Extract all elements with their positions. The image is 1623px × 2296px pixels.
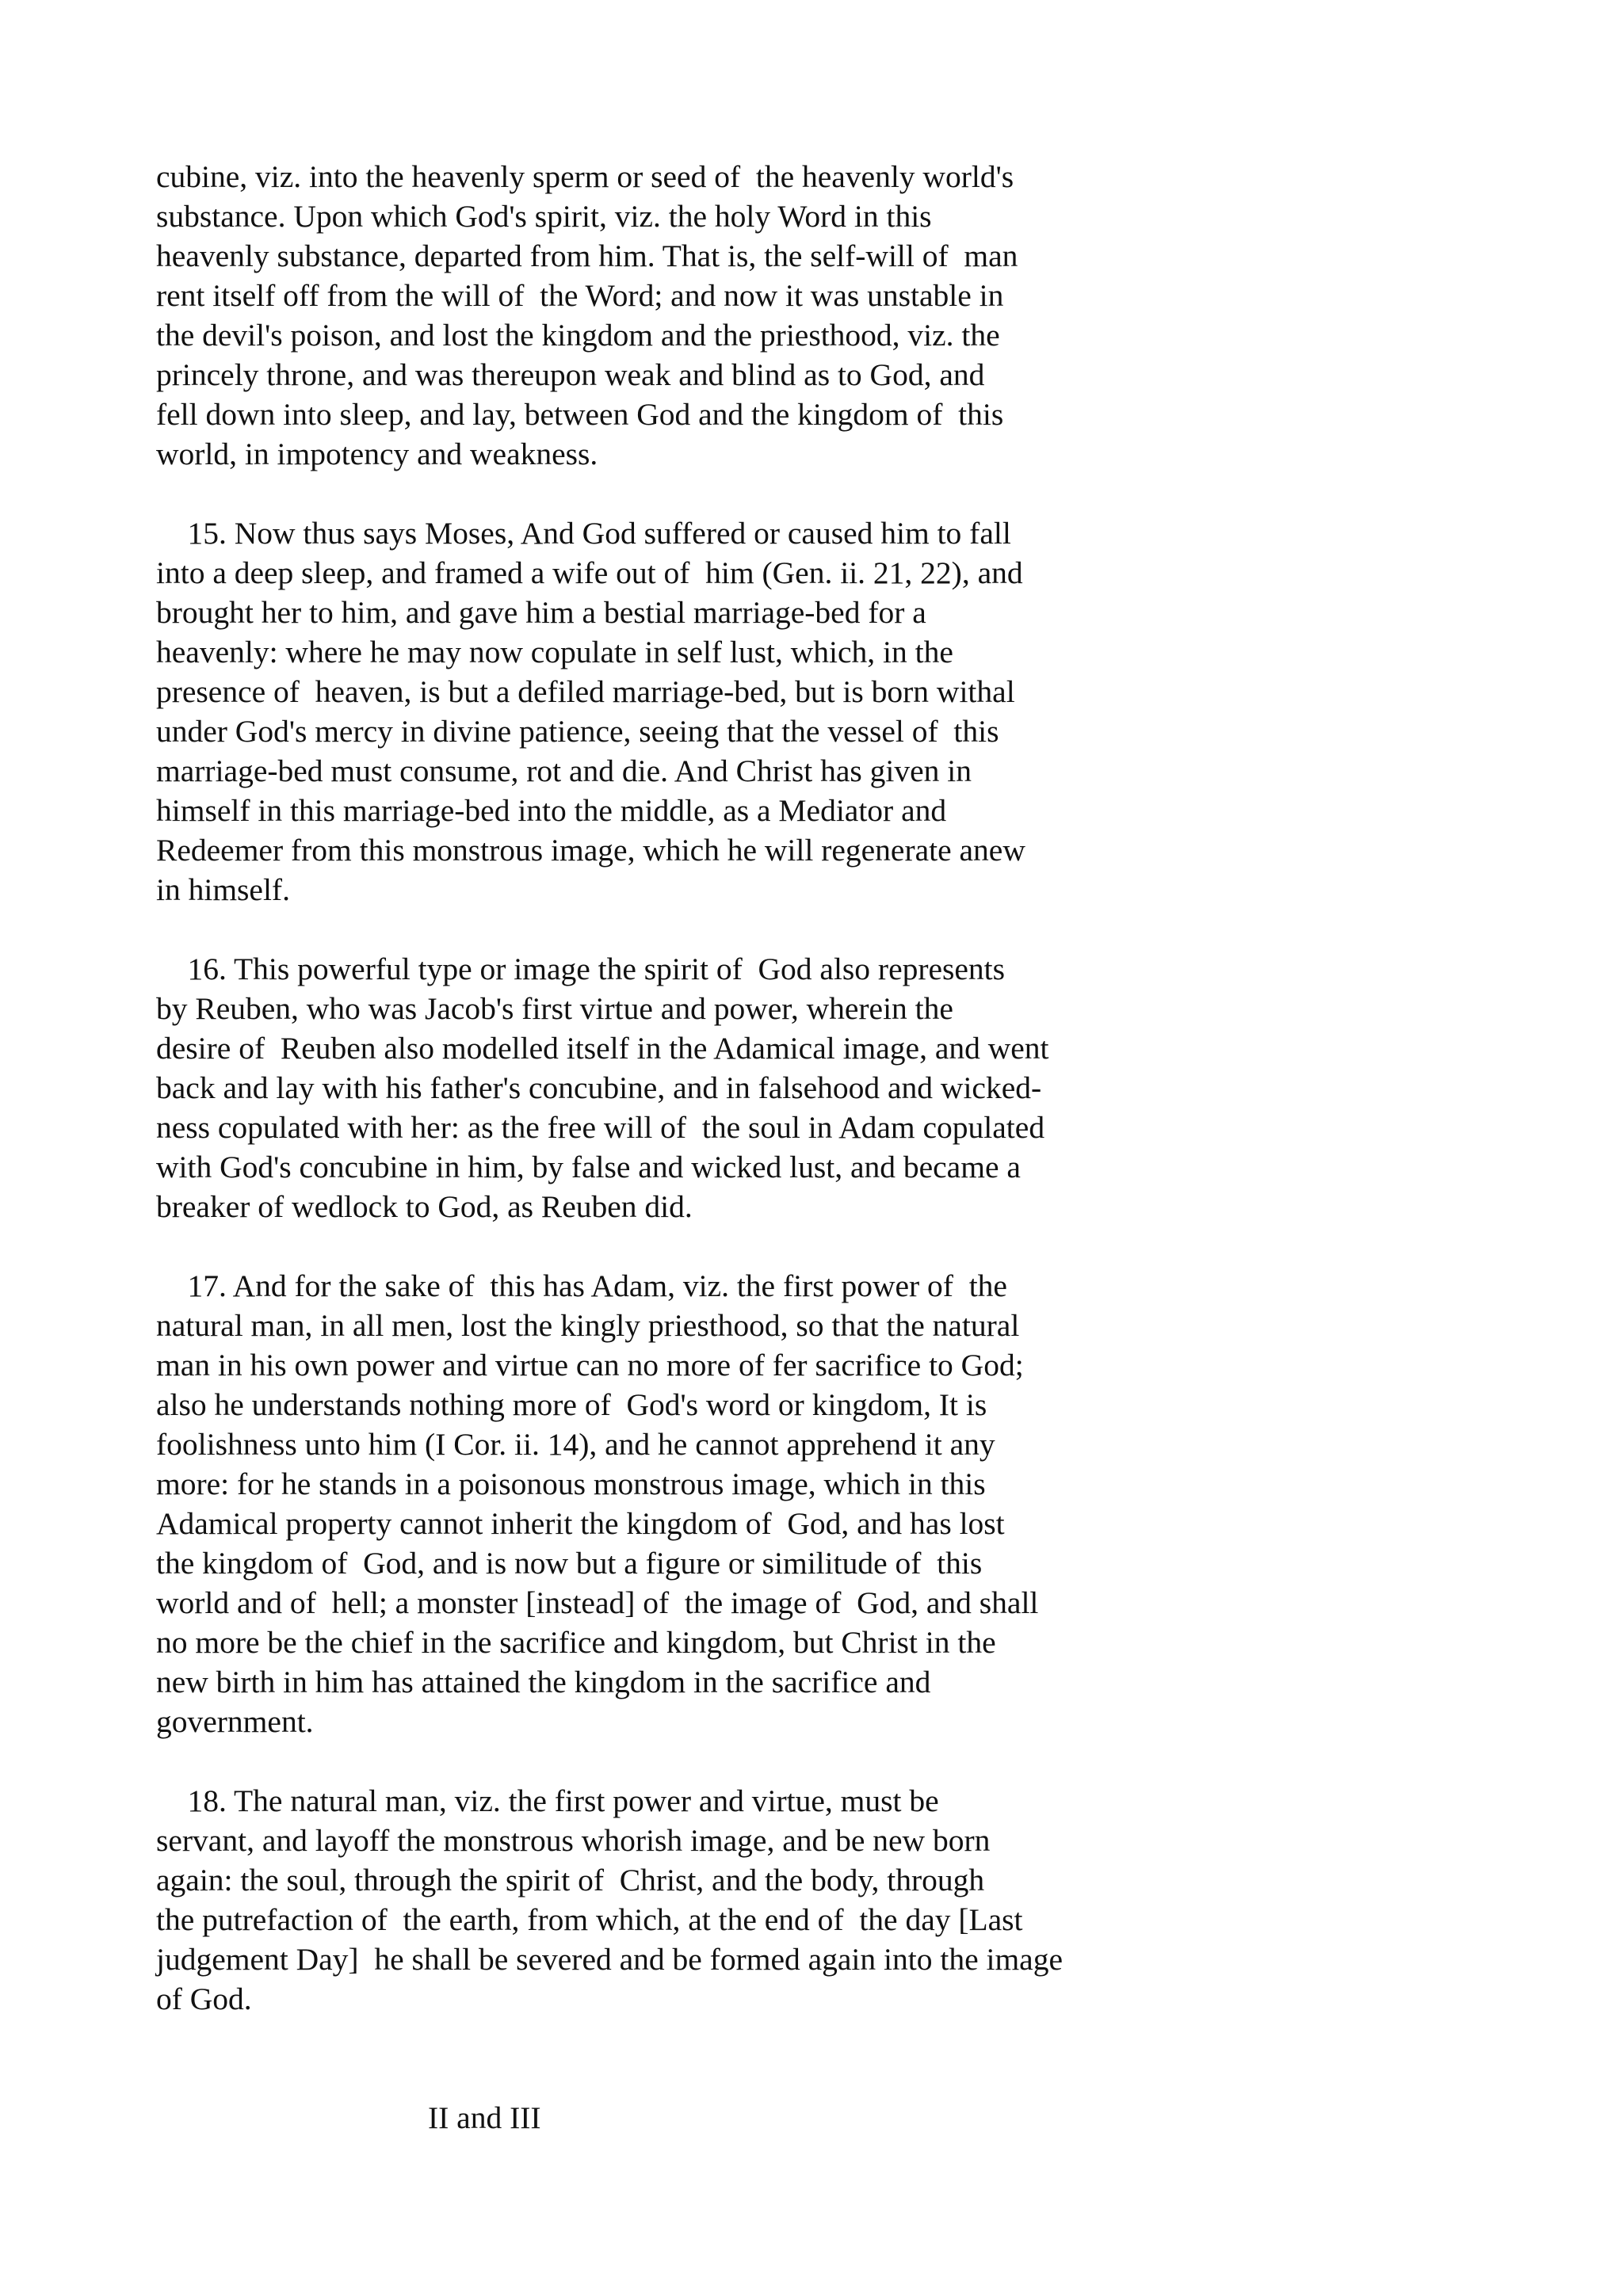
text-line: back and lay with his father's concubine, and in falsehood and wicked- <box>156 1070 1042 1105</box>
text-line: rent itself off from the will of the Word; and now it was unstable in <box>156 278 1004 313</box>
text-line: substance. Upon which God's spirit, viz. the holy Word in this <box>156 199 932 234</box>
text-line: ness copulated with her: as the free will of the soul in Adam copulated <box>156 1110 1045 1145</box>
text-line: again: the soul, through the spirit of Christ, and the body, through <box>156 1863 985 1897</box>
text-line: desire of Reuben also modelled itself in the Adamical image, and went <box>156 1031 1049 1066</box>
text-line: foolishness unto him (I Cor. ii. 14), and he cannot apprehend it any <box>156 1427 995 1462</box>
paragraph-17 <box>156 1266 1186 1741</box>
text-line: with God's concubine in him, by false and wicked lust, and became a <box>156 1150 1021 1184</box>
text-line: the kingdom of God, and is now but a figure or similitude of this <box>156 1546 983 1581</box>
text-line: into a deep sleep, and framed a wife out of him (Gen. ii. 21, 22), and <box>156 555 1023 590</box>
text-line: judgement Day] he shall be severed and be formed again into the image <box>156 1942 1063 1977</box>
paragraph-15 <box>156 513 1186 910</box>
text-line: also he understands nothing more of God's word or kingdom, It is <box>156 1387 987 1422</box>
text-line: heavenly substance, departed from him. That is, the self-will of man <box>156 238 1018 273</box>
text-line: world, in impotency and weakness. <box>156 437 598 471</box>
text-line: 16. This powerful type or image the spirit of God also represents <box>156 952 1006 986</box>
text-line: in himself. <box>156 872 290 907</box>
text-line: man in his own power and virtue can no more of fer sacrifice to God; <box>156 1348 1024 1383</box>
text-line: breaker of wedlock to God, as Reuben did. <box>156 1189 693 1224</box>
text-line: new birth in him has attained the kingdom in the sacrifice and <box>156 1665 931 1699</box>
text-line: more: for he stands in a poisonous monstrous image, which in this <box>156 1466 986 1501</box>
text-line: presence of heaven, is but a defiled marriage-bed, but is born withal <box>156 674 1015 709</box>
text-line: 15. Now thus says Moses, And God suffered or caused him to fall <box>156 516 1011 551</box>
text-line: Redeemer from this monstrous image, which he will regenerate anew <box>156 833 1025 868</box>
text-line: marriage-bed must consume, rot and die. And Christ has given in <box>156 753 972 788</box>
text-line: by Reuben, who was Jacob's first virtue and power, wherein the <box>156 991 953 1026</box>
paragraph-18 <box>156 1781 1186 2019</box>
text-line: servant, and layoff the monstrous whorish image, and be new born <box>156 1823 991 1858</box>
paragraph-continuation <box>156 157 1186 474</box>
text-line: heavenly: where he may now copulate in self lust, which, in the <box>156 635 953 669</box>
text-line: cubine, viz. into the heavenly sperm or seed of the heavenly world's <box>156 159 1014 194</box>
text-line: princely throne, and was thereupon weak and blind as to God, and <box>156 357 985 392</box>
text-line: natural man, in all men, lost the kingly priesthood, so that the natural <box>156 1308 1020 1343</box>
text-line: himself in this marriage-bed into the middle, as a Mediator and <box>156 793 947 828</box>
page-number: II and III <box>428 2100 541 2135</box>
text-line: fell down into sleep, and lay, between God and the kingdom of this <box>156 397 1004 432</box>
text-line: 18. The natural man, viz. the first power and virtue, must be <box>156 1783 939 1818</box>
text-line: no more be the chief in the sacrifice and kingdom, but Christ in the <box>156 1625 996 1660</box>
text-line: under God's mercy in divine patience, seeing that the vessel of this <box>156 714 999 749</box>
text-line: government. <box>156 1704 314 1739</box>
text-line: brought her to him, and gave him a bestial marriage-bed for a <box>156 595 926 630</box>
text-line: Adamical property cannot inherit the kingdom of God, and has lost <box>156 1506 1005 1541</box>
text-line: the devil's poison, and lost the kingdom and the priesthood, viz. the <box>156 318 1000 353</box>
text-line: 17. And for the sake of this has Adam, viz. the first power of the <box>156 1268 1007 1303</box>
paragraph-16 <box>156 949 1186 1226</box>
body-text <box>156 157 1186 2019</box>
text-line: of God. <box>156 1981 252 2016</box>
text-line: the putrefaction of the earth, from which, at the end of the day [Last <box>156 1902 1023 1937</box>
text-line: world and of hell; a monster [instead] of the image of God, and shall <box>156 1585 1039 1620</box>
